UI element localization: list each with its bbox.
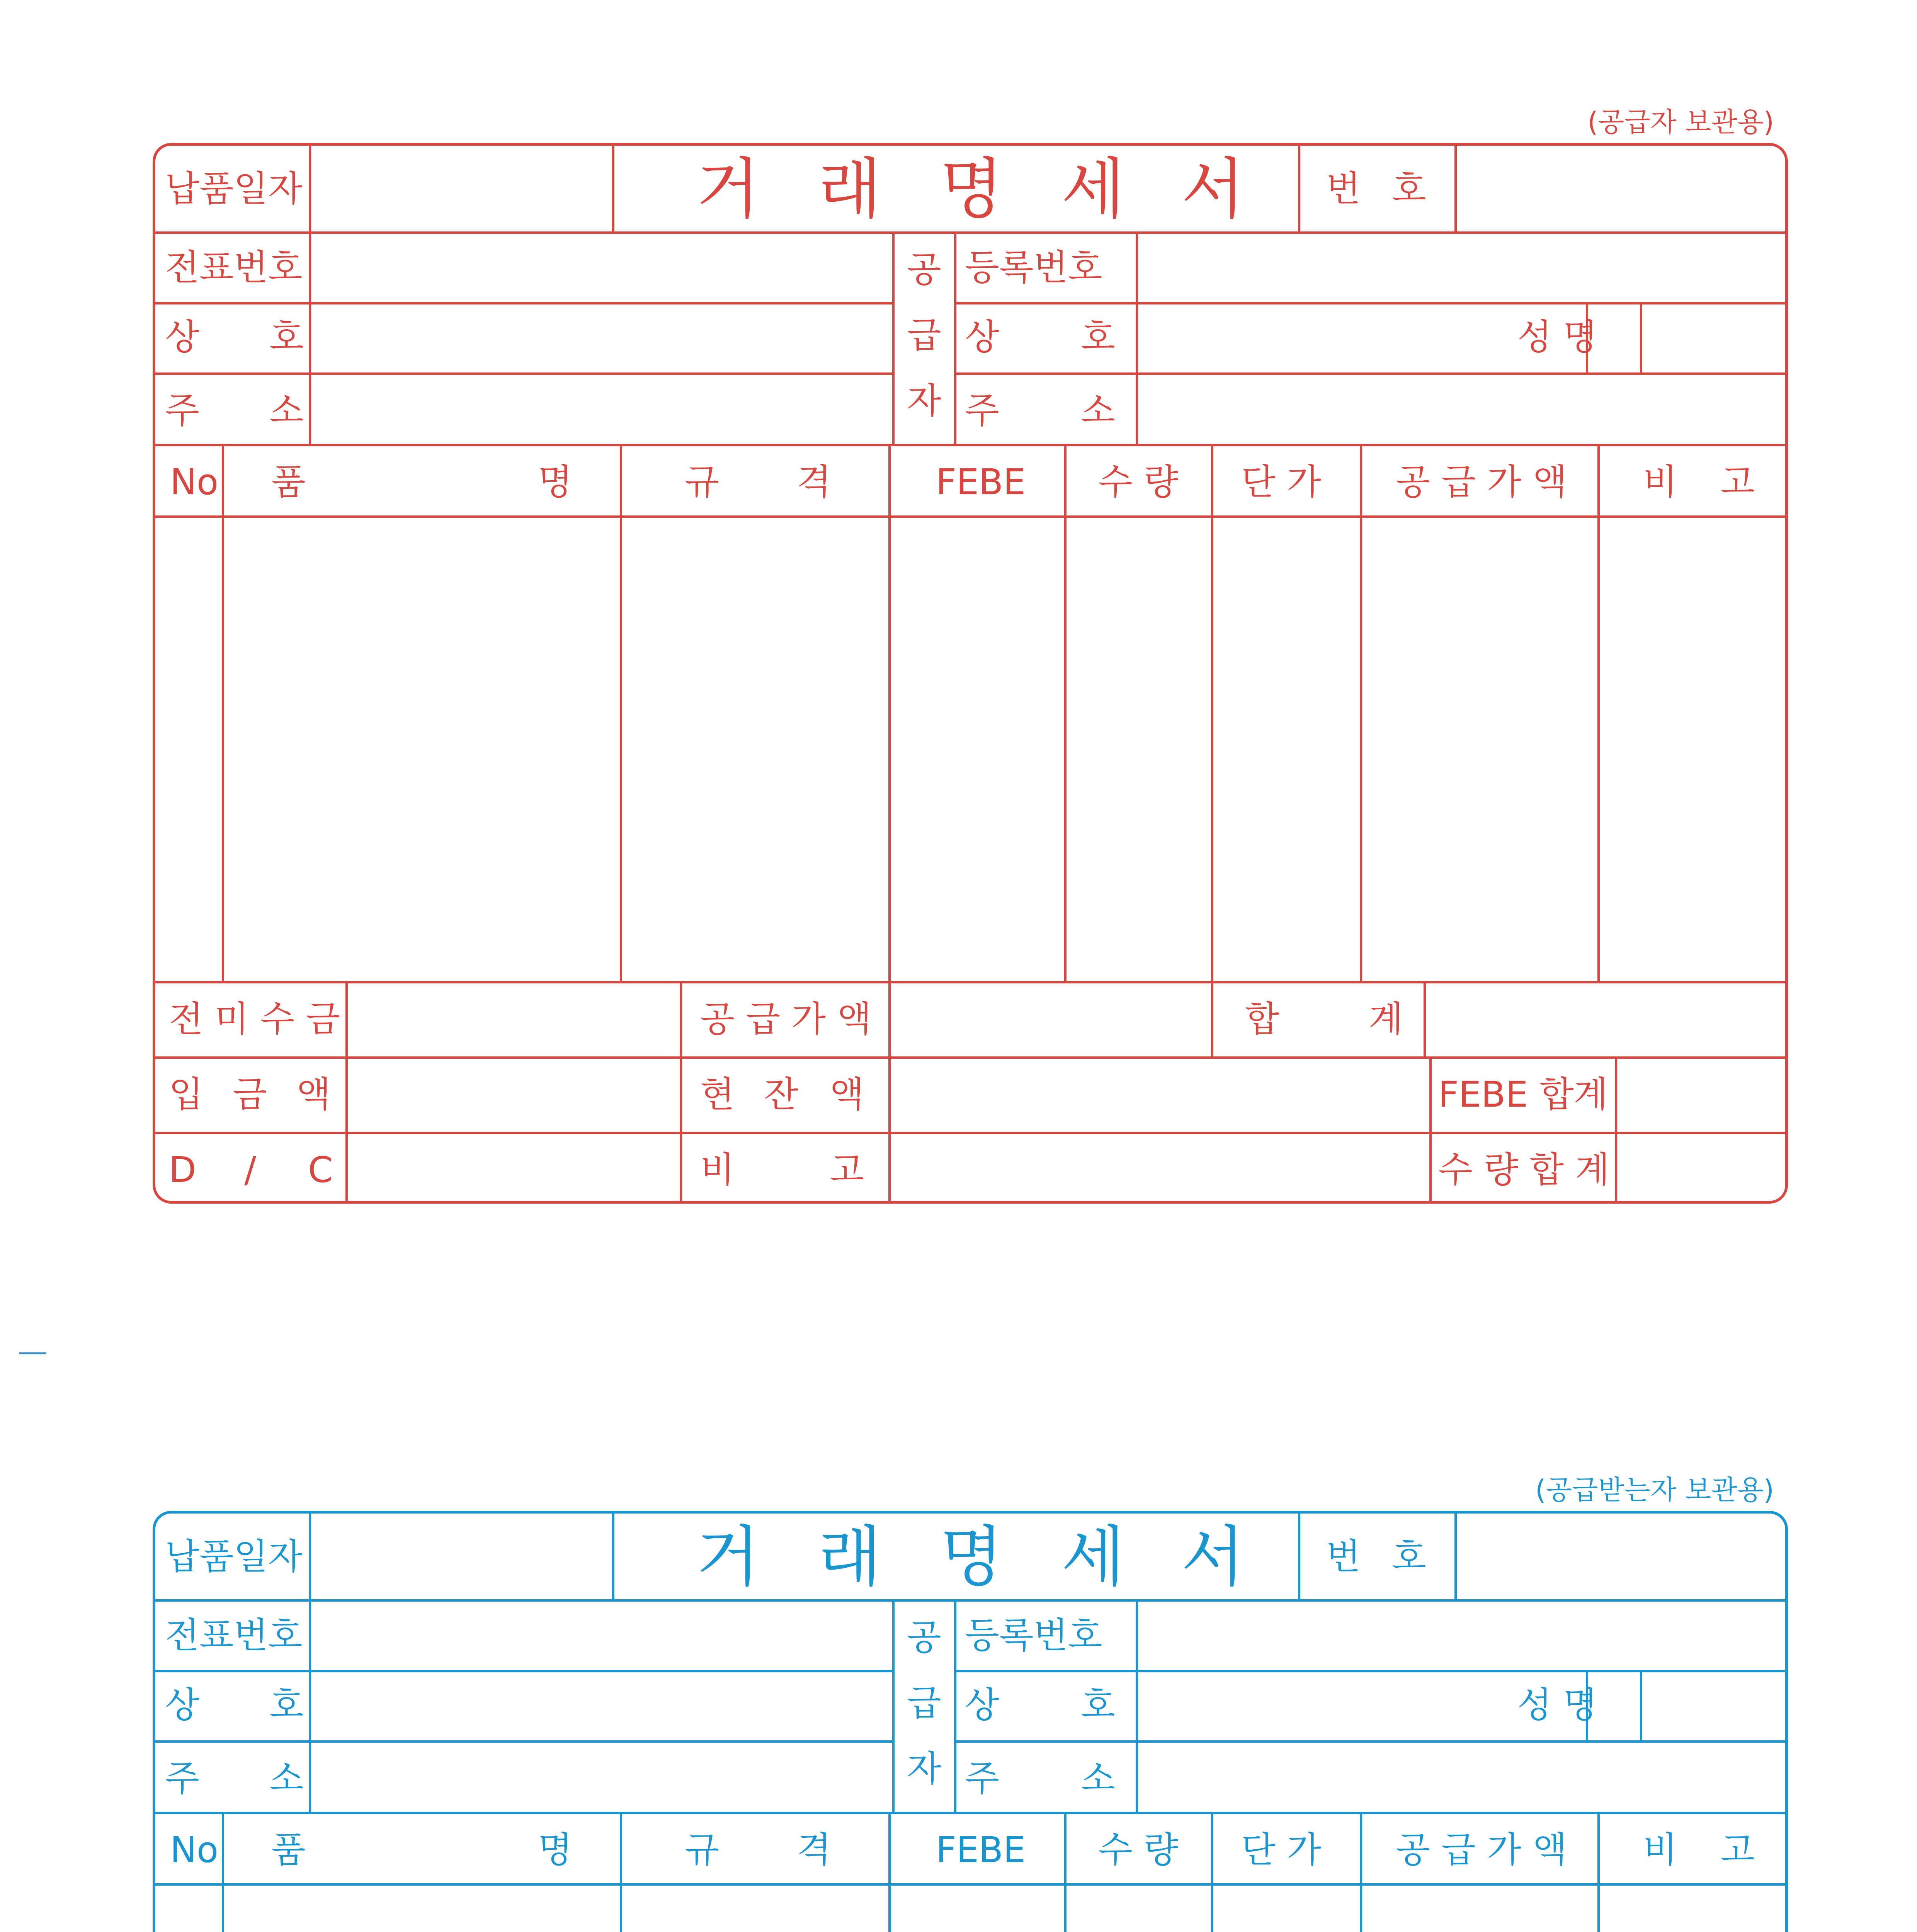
title-char-2: 래 (818, 151, 882, 228)
company-label-1: 상 (165, 316, 199, 358)
name-label: 성 명 (1517, 316, 1597, 358)
supplier-vertical-1: 공 (907, 249, 941, 290)
col-spec-2: 격 (797, 1829, 831, 1871)
col-no: No (170, 1829, 219, 1871)
col-remarks-1: 비 (1643, 461, 1677, 503)
supplier-company-label-2: 호 (1081, 1684, 1115, 1726)
dc-label-1: D (169, 1149, 196, 1190)
copy-caption: (공급자 보관용) (1587, 106, 1774, 138)
delivery-date-label: 납품일자 (165, 1536, 303, 1577)
balance-label-3: 액 (830, 1074, 864, 1115)
col-unit-price: 단 가 (1241, 461, 1321, 503)
supplier-vertical-2: 급 (907, 315, 941, 356)
deposit-label-3: 액 (296, 1074, 331, 1115)
col-spec-2: 격 (797, 461, 831, 503)
name-label: 성 명 (1517, 1684, 1597, 1726)
number-label-1: 번 (1326, 168, 1361, 209)
deposit-label-2: 금 (233, 1074, 267, 1115)
address-label-1: 주 (165, 1758, 199, 1799)
col-item-1: 품 (271, 461, 306, 503)
col-spec-1: 규 (685, 461, 719, 503)
dc-label-3: C (308, 1149, 333, 1190)
cut-mark (19, 1352, 46, 1354)
col-no: No (170, 461, 219, 503)
supplier-vertical-1: 공 (907, 1617, 941, 1658)
col-supply-amount: 공 급 가 액 (1396, 1829, 1567, 1871)
supplier-vertical-3: 자 (907, 1748, 941, 1789)
slip-number-label: 전표번호 (165, 247, 303, 288)
total-label-2: 계 (1369, 998, 1403, 1040)
title-char-3: 명 (940, 151, 1004, 228)
col-febe: FEBE (936, 1829, 1026, 1871)
title-char-4: 세 (1061, 151, 1125, 228)
copy-caption: (공급받는자 보관용) (1535, 1474, 1774, 1506)
statement-form (153, 1511, 1788, 1932)
title-char-3: 명 (940, 1519, 1004, 1595)
supplier-address-label-2: 소 (1081, 390, 1115, 431)
dc-label-2: / (244, 1149, 256, 1190)
statement-form (153, 143, 1788, 1204)
col-spec-1: 규 (685, 1829, 719, 1871)
number-label-1: 번 (1326, 1536, 1361, 1577)
company-label-2: 호 (269, 316, 304, 358)
address-label-2: 소 (269, 1758, 304, 1799)
supplier-company-label-1: 상 (965, 316, 999, 358)
address-label-2: 소 (269, 390, 304, 431)
col-item-2: 명 (538, 461, 572, 503)
balance-label-1: 현 (700, 1074, 735, 1115)
reg-number-label: 등록번호 (965, 1615, 1102, 1656)
col-remarks-2: 고 (1720, 1829, 1755, 1871)
col-item-1: 품 (271, 1829, 306, 1871)
title-char-2: 래 (818, 1519, 882, 1595)
supplier-company-label-2: 호 (1081, 316, 1115, 358)
col-unit-price: 단 가 (1241, 1829, 1321, 1871)
supplier-company-label-1: 상 (965, 1684, 999, 1726)
col-remarks-2: 고 (1720, 461, 1755, 503)
title-char-4: 세 (1061, 1519, 1125, 1595)
company-label-2: 호 (269, 1684, 304, 1726)
title-char-1: 거 (696, 151, 760, 228)
col-qty: 수 량 (1098, 461, 1178, 503)
number-label-2: 호 (1392, 1536, 1426, 1577)
footer-supply-amount-label: 공 급 가 액 (700, 998, 872, 1040)
col-item-2: 명 (538, 1829, 572, 1871)
col-remarks-1: 비 (1643, 1829, 1677, 1871)
address-label-1: 주 (165, 390, 199, 431)
total-label-1: 합 (1245, 998, 1279, 1040)
balance-label-2: 잔 (764, 1074, 798, 1115)
receiver-copy (0, 1368, 1917, 1932)
supplier-address-label-1: 주 (965, 390, 999, 431)
col-febe: FEBE (936, 461, 1026, 503)
footer-remarks-label-1: 비 (700, 1149, 735, 1190)
supplier-address-label-1: 주 (965, 1758, 999, 1799)
footer-remarks-label-2: 고 (830, 1149, 864, 1190)
febe-total-label: FEBE 합계 (1438, 1074, 1608, 1115)
slip-number-label: 전표번호 (165, 1615, 303, 1656)
qty-total-label: 수 량 합 계 (1438, 1149, 1610, 1190)
reg-number-label: 등록번호 (965, 247, 1102, 288)
col-qty: 수 량 (1098, 1829, 1178, 1871)
supplier-vertical-2: 급 (907, 1682, 941, 1724)
supplier-address-label-2: 소 (1081, 1758, 1115, 1799)
delivery-date-label: 납품일자 (165, 168, 303, 209)
title-char-5: 서 (1181, 1519, 1245, 1595)
form-grid-lines (155, 146, 1788, 1204)
company-label-1: 상 (165, 1684, 199, 1726)
title-char-1: 거 (696, 1519, 760, 1595)
supplier-vertical-3: 자 (907, 380, 941, 422)
col-supply-amount: 공 급 가 액 (1396, 461, 1567, 503)
number-label-2: 호 (1392, 168, 1426, 209)
deposit-label-1: 입 (169, 1074, 203, 1115)
prev-unpaid-label: 전 미 수 금 (169, 998, 340, 1040)
title-char-5: 서 (1181, 151, 1245, 228)
